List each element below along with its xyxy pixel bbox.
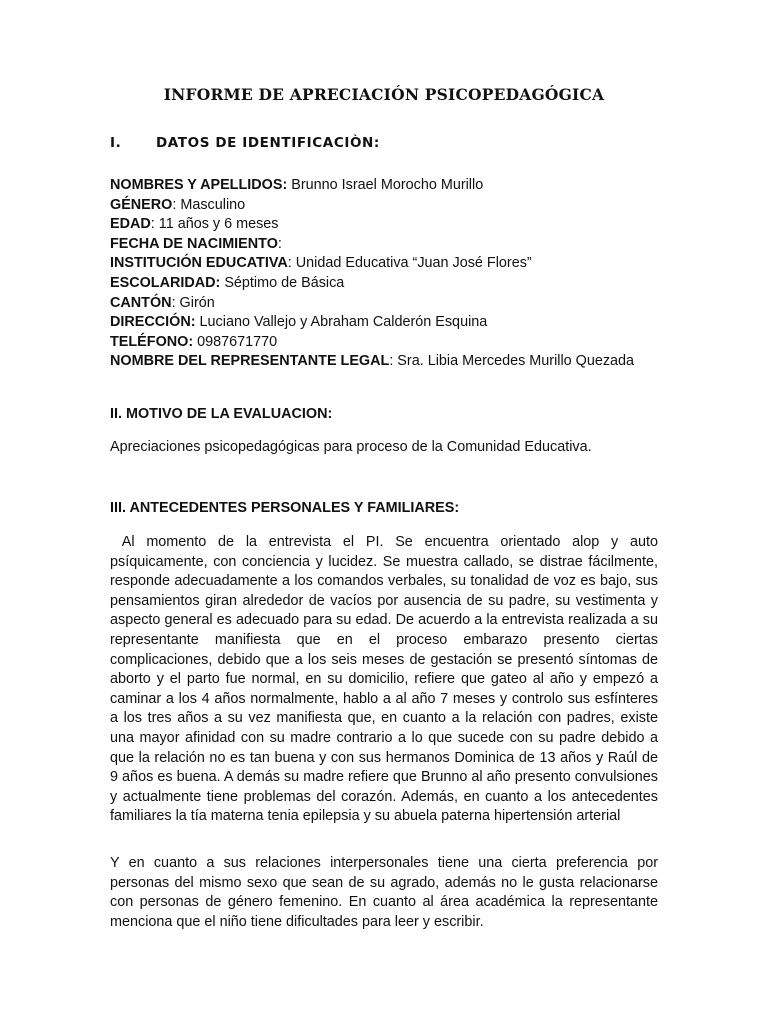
- id-label: INSTITUCIÓN EDUCATIVA: [110, 255, 288, 272]
- id-label: CANTÓN: [110, 294, 172, 311]
- id-row-genero: [110, 196, 670, 216]
- section-heading-text: DATOS DE IDENTIFICACIÒN:: [156, 135, 380, 151]
- id-label: FECHA DE NACIMIENTO: [110, 235, 278, 252]
- id-row-institucion: [110, 254, 670, 274]
- id-value: : Masculino: [172, 196, 246, 213]
- id-row-escolaridad: [110, 274, 670, 294]
- section-identification-heading: [110, 135, 380, 151]
- id-row-representante: [110, 352, 670, 372]
- id-row-telefono: [110, 333, 670, 353]
- section-antecedentes-paragraph-1: Al momento de la entrevista el PI. Se encuentra orientado alop y auto psíquicamente, con conciencia y lucidez. Se muestra callado, se distrae fácilmente, responde adecuadamente a los comandos verbales, su tonalidad de voz es bajo, sus pensamientos giran alrededor de vacíos por ausencia de su padre, su vestimenta y aspecto general es adecuado para su edad. De acuerdo a la entrevista realizada a su representante manifiesta que en el proceso embarazo presento ciertas complicaciones, debido que a los seis meses de gestación se presentó síntomas de aborto y el parto fue normal, en su domicilio, refiere que gateo al año y empezó a caminar a los 4 años normalmente, hablo a al año 7 meses y controlo sus esfínteres a los tres años a su vez manifiesta que, en cuanto a la relación con padres, existe una mayor afinidad con su madre contrario a lo que sucede con su padre debido a que la relación no es tan buena y con sus hermanos Dominica de 13 años y Raúl de 9 años es buena. A demás su madre refiere que Brunno al año presento convulsiones y actualmente tiene problemas del corazón. Además, en cuanto a los antecedentes familiares la tía materna tenia epilepsia y su abuela paterna hipertensión arterial: [110, 534, 663, 825]
- id-value: : Girón: [171, 294, 215, 311]
- id-row-fecha-nacimiento: [110, 235, 670, 255]
- id-label: TELÉFONO:: [110, 333, 194, 350]
- id-label: ESCOLARIDAD:: [110, 274, 221, 291]
- id-value: : Unidad Educativa “Juan José Flores”: [287, 255, 532, 272]
- section-motivo-text: Apreciaciones psicopedagógicas para proceso de la Comunidad Educativa.: [110, 439, 592, 455]
- id-value: :: [277, 235, 282, 252]
- id-row-nombres: [110, 176, 670, 196]
- id-label: GÉNERO: [110, 196, 173, 213]
- id-value: Séptimo de Básica: [220, 274, 345, 291]
- section-antecedentes-heading: III. ANTECEDENTES PERSONALES Y FAMILIARES:: [110, 500, 460, 516]
- id-row-edad: [110, 215, 670, 235]
- id-value: : 11 años y 6 meses: [150, 216, 279, 233]
- id-label: DIRECCIÓN:: [110, 314, 196, 331]
- section-antecedentes-paragraph-2: Y en cuanto a sus relaciones interpersonales tiene una cierta preferencia por personas del mismo sexo que sean de su agrado, además no le gusta relacionarse con personas de género femenino. En cuanto al área académica la representante menciona que el niño tiene dificultades para leer y escribir.: [110, 855, 658, 930]
- id-value: Brunno Israel Morocho Murillo: [287, 177, 484, 193]
- document-title: INFORME DE APRECIACIÓN PSICOPEDAGÓGICA: [163, 85, 605, 104]
- section-motivo-heading: II. MOTIVO DE LA EVALUACION:: [110, 406, 333, 422]
- id-row-canton: [110, 294, 670, 314]
- identification-block: [110, 176, 670, 372]
- id-label: NOMBRES Y APELLIDOS:: [110, 177, 288, 193]
- id-value: Luciano Vallejo y Abraham Calderón Esquina: [195, 314, 488, 331]
- id-row-direccion: [110, 313, 670, 333]
- id-label: EDAD: [110, 216, 151, 233]
- id-value: 0987671770: [193, 333, 278, 350]
- section-number: I.: [110, 135, 122, 151]
- id-label: NOMBRE DEL REPRESENTANTE LEGAL: [110, 353, 390, 370]
- id-value: : Sra. Libia Mercedes Murillo Quezada: [389, 353, 635, 370]
